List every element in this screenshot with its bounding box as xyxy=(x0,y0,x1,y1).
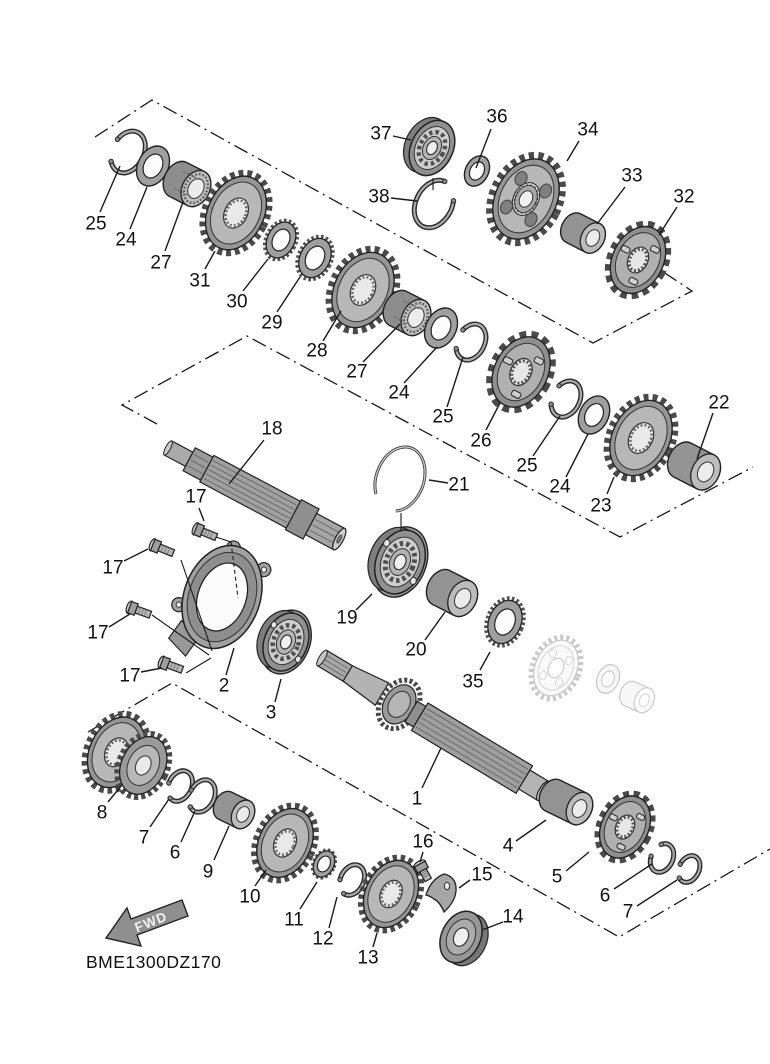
part-label-11: 11 xyxy=(284,909,304,931)
leader-line xyxy=(459,880,470,888)
leader-line xyxy=(329,897,337,928)
part-label-18: 18 xyxy=(261,418,283,440)
part-label-29: 29 xyxy=(261,312,283,334)
leader-line xyxy=(124,549,148,561)
part-label-5: 5 xyxy=(551,866,563,888)
part-label-7: 7 xyxy=(138,827,150,849)
part-label-37: 37 xyxy=(370,123,392,145)
leader-line xyxy=(277,277,300,312)
leader-line xyxy=(130,187,147,229)
part-bushing-33 xyxy=(556,209,611,258)
leader-line xyxy=(300,882,317,909)
part-dog-gear-32 xyxy=(597,214,679,306)
part-washer-11 xyxy=(308,846,340,882)
leader-line xyxy=(226,648,234,675)
part-ring-21 xyxy=(367,440,434,517)
part-label-25: 25 xyxy=(432,406,454,428)
part-label-2: 2 xyxy=(218,675,230,697)
leader-line xyxy=(214,826,229,860)
part-bolt-17c xyxy=(125,600,153,621)
part-label-36: 36 xyxy=(486,106,508,128)
leader-line xyxy=(566,434,588,477)
part-label-17: 17 xyxy=(87,622,109,644)
leader-line xyxy=(404,347,437,383)
part-drive-axle-1 xyxy=(306,634,560,815)
part-circlip-38 xyxy=(407,172,463,235)
leader-line xyxy=(607,477,614,494)
part-label-24: 24 xyxy=(115,229,137,251)
part-label-4: 4 xyxy=(502,835,514,857)
part-bolt-17a xyxy=(191,522,219,543)
part-label-31: 31 xyxy=(189,270,211,292)
part-bearing-37 xyxy=(395,110,464,184)
leader-line xyxy=(199,508,204,521)
leader-line xyxy=(486,403,500,430)
part-label-8: 8 xyxy=(96,802,108,824)
part-label-38: 38 xyxy=(368,186,390,208)
part-label-10: 10 xyxy=(239,886,261,908)
leader-line xyxy=(533,416,560,456)
part-ghost-bushing xyxy=(616,678,658,716)
leader-line xyxy=(614,864,652,889)
part-gear-10 xyxy=(244,797,327,890)
leader-line xyxy=(165,202,183,251)
part-label-1: 1 xyxy=(411,788,423,810)
leader-line xyxy=(181,811,195,842)
part-label-32: 32 xyxy=(673,186,695,208)
assembly-line xyxy=(216,537,231,542)
part-washer-35 xyxy=(480,593,530,651)
part-label-24: 24 xyxy=(549,476,571,498)
part-washer-36 xyxy=(459,152,494,191)
part-ghost-washer xyxy=(592,661,624,697)
fwd-arrow xyxy=(106,900,188,946)
part-bushing-20 xyxy=(421,564,484,621)
leader-line xyxy=(597,187,625,224)
part-label-3: 3 xyxy=(265,702,277,724)
leader-line xyxy=(275,679,281,702)
part-ghost-gear xyxy=(522,630,589,706)
leader-line xyxy=(480,652,490,670)
part-label-17: 17 xyxy=(185,486,207,508)
part-stopper-15 xyxy=(426,874,456,912)
part-label-27: 27 xyxy=(150,252,172,274)
leader-line xyxy=(659,207,677,235)
part-bolt-17d xyxy=(157,655,185,676)
part-label-35: 35 xyxy=(462,671,484,693)
part-label-22: 22 xyxy=(708,392,730,414)
part-bearing-14 xyxy=(432,904,497,973)
part-label-15: 15 xyxy=(471,864,493,886)
part-label-25: 25 xyxy=(516,455,538,477)
leader-line xyxy=(447,357,463,407)
leader-line xyxy=(516,820,546,841)
part-label-12: 12 xyxy=(312,928,334,950)
fwd-arrow-label: FWD xyxy=(132,908,170,936)
part-label-13: 13 xyxy=(357,947,379,969)
leader-line xyxy=(109,614,130,627)
part-label-16: 16 xyxy=(412,831,434,853)
leader-line xyxy=(243,259,268,291)
misc-layer xyxy=(106,900,188,946)
leader-line xyxy=(391,198,417,201)
leader-line xyxy=(566,852,589,871)
part-label-20: 20 xyxy=(405,639,427,661)
part-circlip-6b xyxy=(644,839,678,876)
leader-line xyxy=(637,880,677,906)
leader-line xyxy=(425,612,445,640)
assembly-line xyxy=(186,658,211,673)
part-label-6: 6 xyxy=(169,842,181,864)
part-label-21: 21 xyxy=(448,474,470,496)
part-label-24: 24 xyxy=(388,382,410,404)
part-label-19: 19 xyxy=(336,607,358,629)
part-label-17: 17 xyxy=(119,665,141,687)
part-bolt-17b xyxy=(148,538,176,559)
part-label-30: 30 xyxy=(226,291,248,313)
leader-line xyxy=(141,668,162,672)
part-label-6: 6 xyxy=(599,885,611,907)
part-label-25: 25 xyxy=(85,213,107,235)
part-label-7: 7 xyxy=(622,901,634,923)
part-label-14: 14 xyxy=(502,906,524,928)
part-label-28: 28 xyxy=(306,340,328,362)
part-label-27: 27 xyxy=(346,361,368,383)
leader-line xyxy=(205,251,215,269)
leader-line xyxy=(422,748,441,788)
leader-line xyxy=(363,324,400,362)
part-code-label: BME1300DZ170 xyxy=(86,952,222,972)
leader-line xyxy=(373,933,377,947)
part-label-23: 23 xyxy=(590,495,612,517)
leader-line xyxy=(567,141,579,161)
part-label-34: 34 xyxy=(577,119,599,141)
leader-line xyxy=(100,166,120,212)
leader-line xyxy=(356,594,372,610)
part-label-33: 33 xyxy=(621,165,643,187)
part-gear-cluster-8 xyxy=(74,705,182,811)
part-label-9: 9 xyxy=(202,861,214,883)
part-label-17: 17 xyxy=(102,557,124,579)
leader-line xyxy=(150,799,169,827)
part-circlip-7b xyxy=(672,851,705,886)
leader-line xyxy=(429,480,448,483)
part-label-26: 26 xyxy=(470,430,492,452)
part-bearing-3 xyxy=(247,601,320,682)
part-gear-34 xyxy=(477,145,575,254)
